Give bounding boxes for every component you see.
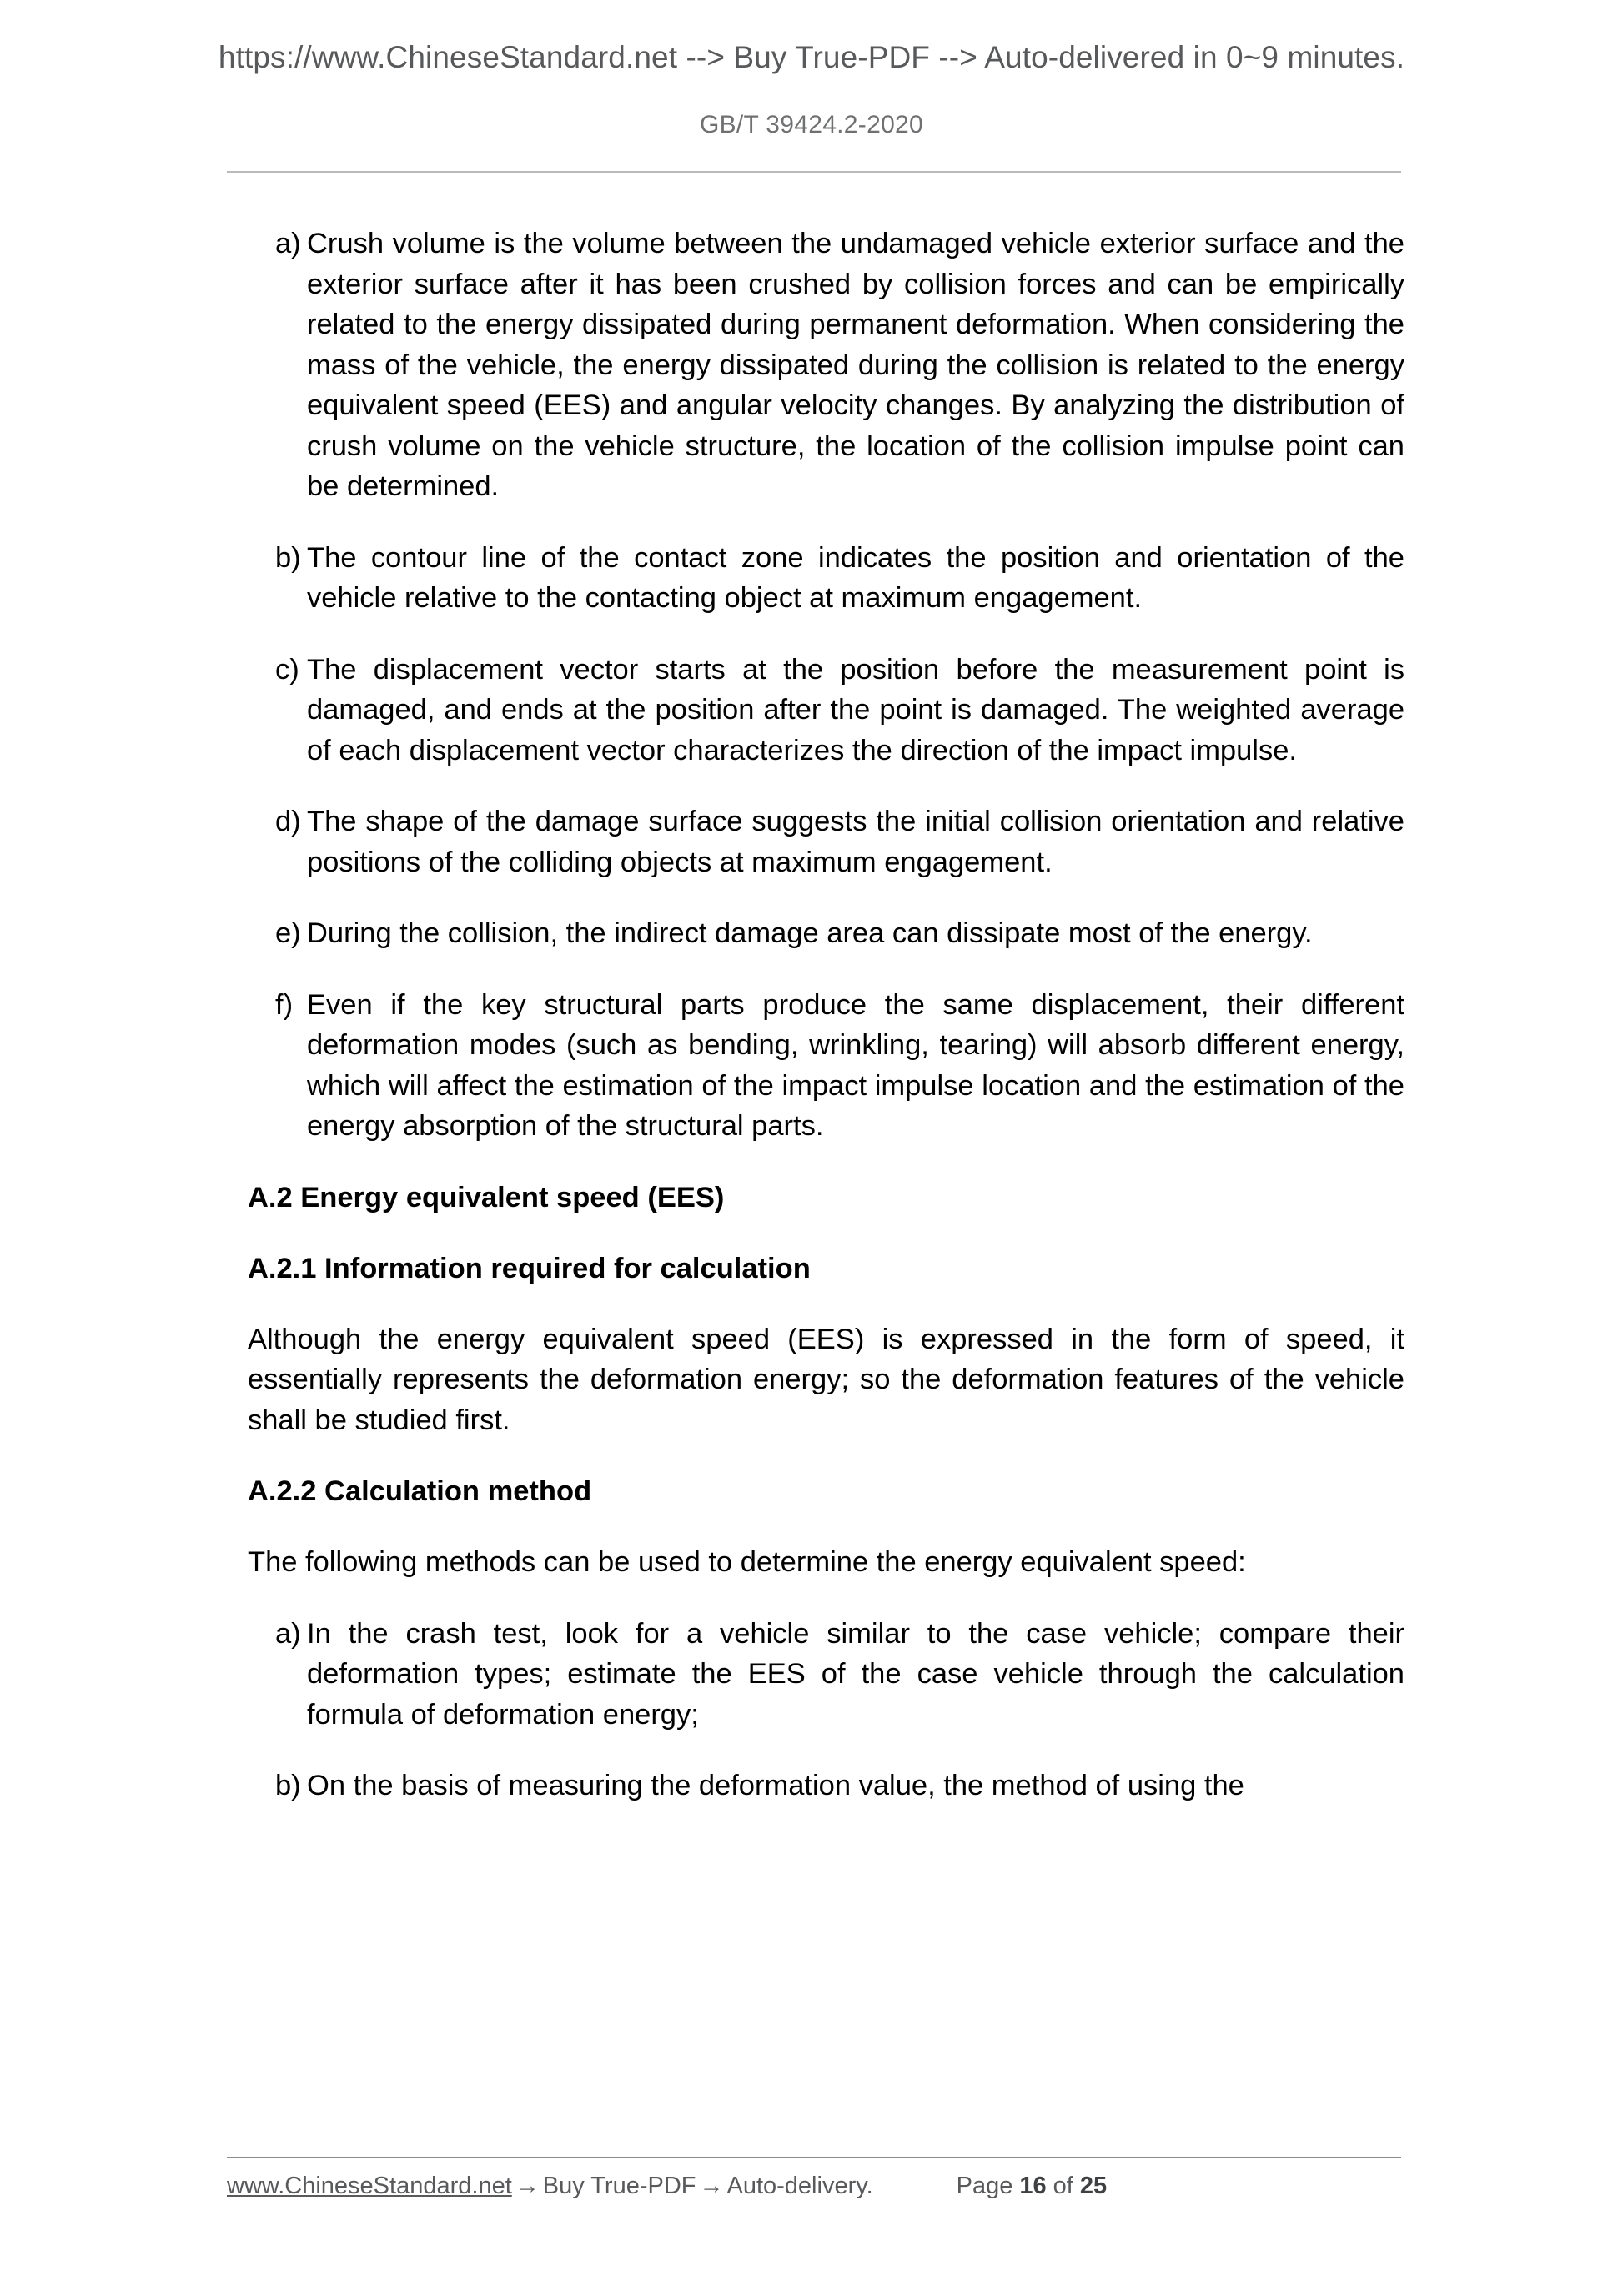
page-footer — [227, 2173, 1401, 2200]
page-number: 16 — [1019, 2173, 1047, 2199]
section-heading-a22: A.2.2 Calculation method — [248, 1475, 592, 1507]
paragraph-a22: The following methods can be used to determine the energy equivalent speed: — [248, 1546, 1246, 1578]
list-item-text: In the crash test, look for a vehicle similar to the case vehicle; compare their deformation types; estimate the EES of the case vehicle through the calculation formula of deformation energy; — [307, 1617, 1404, 1731]
list-item — [248, 913, 1404, 954]
list-item-text: The contour line of the contact zone indicates the position and orientation of the vehicle relative to the contacting object at maximum engagement. — [307, 541, 1404, 614]
arrow-right-icon: → — [515, 2173, 540, 2199]
list-item — [248, 985, 1404, 1147]
list-item — [248, 1766, 1404, 1806]
standard-number: GB/T 39424.2-2020 — [699, 111, 924, 138]
list-item — [248, 650, 1404, 771]
list-item — [248, 1614, 1404, 1736]
list-marker: d) — [275, 806, 301, 837]
footer-site-link[interactable]: www.ChineseStandard.net — [227, 2173, 512, 2199]
list-item-text: The displacement vector starts at the position before the measurement point is damaged, and ends at the position after the point is damaged. The weighted average of each displacement vector characterizes the direction of the impact impulse. — [307, 653, 1404, 766]
of-label: of — [1053, 2173, 1073, 2199]
list-marker: b) — [275, 1770, 301, 1801]
section-heading-a21: A.2.1 Information required for calculation — [248, 1252, 811, 1284]
header-divider — [227, 171, 1401, 173]
page-label: Page — [956, 2173, 1013, 2199]
document-body — [248, 224, 1404, 1837]
page-total: 25 — [1079, 2173, 1108, 2199]
list-item-text: On the basis of measuring the deformation value, the method of using the — [307, 1770, 1244, 1801]
promo-banner: https://www.ChineseStandard.net --> Buy True-PDF --> Auto-delivered in 0~9 minutes. — [218, 40, 1405, 74]
list-item — [248, 538, 1404, 619]
list-marker: c) — [275, 653, 299, 686]
list-marker: a) — [275, 228, 301, 259]
list-item-text: During the collision, the indirect damage area can dissipate most of the energy. — [307, 917, 1313, 949]
list-item-text: Even if the key structural parts produce the same displacement, their different deformation modes (such as bending, wrinkling, tearing) will absorb different energy, which will affect the estimation of the impact impulse location and the estimation of the energy absorption of the structural parts. — [307, 988, 1404, 1142]
page-indicator — [957, 2173, 1107, 2200]
list-item-text: Crush volume is the volume between the undamaged vehicle exterior surface and the exterior surface after it has been crushed by collision forces and can be empirically related to the energy dissipated during permanent deformation. When considering the mass of the vehicle, the energy dissipated during the collision is related to the energy equivalent speed (EES) and angular velocity changes. By analyzing the distribution of crush volume on the vehicle structure, the location of the collision impulse point can be determined. — [307, 228, 1404, 502]
list-marker: b) — [275, 541, 301, 574]
footer-promo — [227, 2173, 873, 2200]
list-marker: e) — [275, 917, 301, 949]
footer-delivery-text: Auto-delivery. — [726, 2173, 873, 2199]
section-heading-a2: A.2 Energy equivalent speed (EES) — [248, 1181, 725, 1213]
footer-buy-text: Buy True-PDF — [542, 2173, 696, 2199]
paragraph-a21: Although the energy equivalent speed (EES) is expressed in the form of speed, it essentially represents the deformation energy; so the deformation features of the vehicle shall be studied first. — [248, 1323, 1404, 1436]
list-item-text: The shape of the damage surface suggests the initial collision orientation and relative positions of the colliding objects at maximum engagement. — [307, 806, 1404, 878]
list-item — [248, 801, 1404, 882]
arrow-right-icon-2: → — [699, 2173, 724, 2199]
list-item — [248, 224, 1404, 507]
footer-divider — [227, 2157, 1401, 2158]
list-marker: a) — [275, 1617, 301, 1650]
list-marker: f) — [275, 988, 294, 1021]
